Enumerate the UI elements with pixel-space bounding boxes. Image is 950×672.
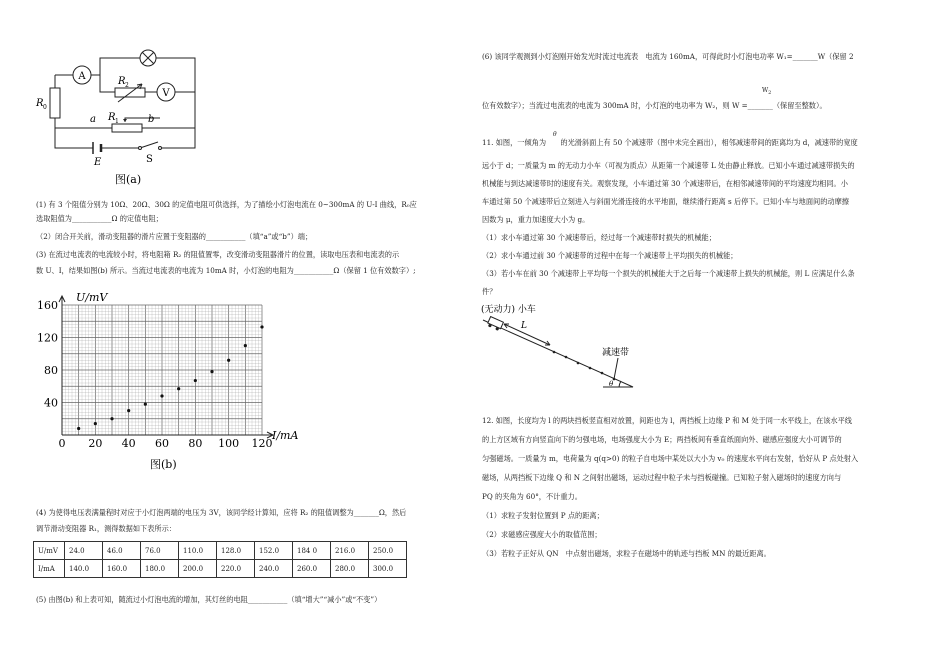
x-tick-label: 120 [251,437,273,450]
table-cell: U/mV [34,542,65,560]
x-axis-label: I/mA [272,429,299,442]
svg-text:L: L [521,321,527,331]
question-10-part-4-cont: 调节滑动变阻器 R₁，测得数据如下表所示： [36,524,176,533]
table-cell: 180.0 [141,560,179,578]
circuit-diagram [30,40,210,190]
svg-text:2: 2 [125,82,129,89]
table-cell: 24.0 [65,542,103,560]
table-row [34,542,407,560]
slope-diagram [478,300,648,395]
question-12-line: 匀强磁场。一质量为 m，电荷量为 q(q>0) 的粒子自电场中某处以大小为 v₀ 的速度水平向右发射，恰好从 P 点处射入 [482,454,859,463]
y-tick-label: 80 [44,364,58,377]
svg-text:V: V [162,88,170,99]
table-cell: 46.0 [103,542,141,560]
question-11-line: 因数为 μ，重力加速度大小为 g。 [482,215,590,224]
question-10-part-2: （2）闭合开关前，滑动变阻器的滑片应置于变阻器的___________（填“a”或“b”）端； [36,232,313,241]
question-11-sub-1: （1）求小车通过第 30 个减速带后，经过每一个减速带时损失的机械能； [482,233,716,242]
x-tick-label: 60 [155,437,169,450]
table-cell: 184 0 [293,542,331,560]
data-point [177,387,180,390]
data-point [77,427,80,430]
x-tick-label: 80 [188,437,203,450]
u-i-chart [32,285,322,475]
power-ratio-fraction-top: $W_2$ [762,87,772,97]
svg-text:b: b [148,114,155,125]
table-cell: I/mA [34,560,65,578]
table-cell: 260.0 [293,560,331,578]
question-10-part-1-cont: 选取阻值为___________Ω 的定值电阻； [36,214,163,223]
question-11-stem: 11. 如图，一倾角为 的光滑斜面上有 50 个减速带（图中未完全画出），相邻减速带间的距离均为 d，减速带的宽度 [482,138,858,147]
question-10-part-6: (6) 该同学观测到小灯泡刚开始发光时流过电流表 电流为 160mA，可得此时小灯泡电功率 W₁=_______W（保留 2 [482,52,854,61]
table-cell: 140.0 [65,560,103,578]
table-cell: 220.0 [217,560,255,578]
question-10-part-6-cont: 位有效数字）；当流过电流表的电流为 300mA 时，小灯泡的电功率为 W₂，则 W =_______（保留至整数）。 [482,101,827,110]
svg-text:R: R [118,76,126,87]
table-row [34,560,407,578]
svg-text:E: E [94,157,102,168]
data-point [194,379,197,382]
data-point [244,344,247,347]
question-12-line: 磁场，从两挡板下边缘 Q 和 N 之间射出磁场，运动过程中粒子未与挡板碰撞。已知粒子射入磁场时的速度方向与 [482,473,842,482]
question-12-sub-2: （2）求磁感应强度大小的取值范围； [482,530,602,539]
x-tick-label: 40 [121,437,136,450]
svg-text:1: 1 [115,118,119,125]
question-12-line: PQ 的夹角为 60°，不计重力。 [482,492,582,501]
data-point [210,370,213,373]
data-point [94,422,97,425]
svg-text:θ: θ [609,380,614,388]
table-cell: 76.0 [141,542,179,560]
x-tick-label: 0 [58,437,66,450]
table-cell: 216.0 [331,542,369,560]
svg-text:减速带: 减速带 [602,348,630,358]
data-point [144,403,147,406]
data-point [110,417,113,420]
question-11-line: 机械能与到达减速带时的速度有关。观察发现，小车通过第 30 个减速带后，在相邻减速带间的平均速度均相同。小 [482,179,848,188]
question-12-sub-1: （1）求粒子发射位置到 P 点的距离； [482,511,604,520]
data-point [160,394,163,397]
table-cell: 240.0 [255,560,293,578]
table-cell: 200.0 [179,560,217,578]
y-axis-label: U/mV [76,291,108,304]
y-tick-label: 120 [37,331,58,345]
table-cell: 280.0 [331,560,369,578]
svg-text:a: a [90,114,96,125]
question-12-stem: 12. 如图，长度均为 l 的两块挡板竖直相对放置，间距也为 l，两挡板上边缘 P 和 M 处于同一水平线上，在该水平线 [482,416,852,425]
svg-text:0: 0 [43,104,47,111]
question-11-line: 远小于 d；一质量为 m 的无动力小车（可视为质点）从距第一个减速带 L 处由静止释放。已知小车通过减速带损失的 [482,161,855,170]
question-11-sub-3-cont: 件？ [482,287,497,296]
table-cell: 300.0 [369,560,407,578]
data-point [260,325,263,328]
svg-text:(无动力) 小车: (无动力) 小车 [481,305,536,315]
chart-caption: 图(b) [150,458,177,471]
question-10-part-3-cont: 数 U、I，结果如图(b) 所示。当流过电流表的电流为 10mA 时，小灯泡的电阻为___________Ω（保留 1 位有效数字）; [36,266,416,275]
data-point [127,409,130,412]
x-tick-label: 100 [218,437,240,450]
svg-text:图(a): 图(a) [115,173,142,186]
question-10-part-4: (4) 为使得电压表满量程时对应于小灯泡两端的电压为 3V，该同学经计算知，应将 R₂ 的阻值调整为_______Ω，然后 [36,508,407,517]
x-tick-label: 20 [88,437,103,450]
question-11-sub-2: （2）求小车通过前 30 个减速带的过程中在每一个减速带上平均损失的机械能； [482,251,738,260]
question-11-line: 车通过第 50 个减速带后立刻进入与斜面光滑连接的水平地面，继续滑行距离 s 后停下。已知小车与地面间的动摩擦 [482,197,849,206]
svg-text:R: R [108,112,116,123]
question-10-part-5: (5) 由图(b) 和上表可知，随流过小灯泡电流的增加，其灯丝的电阻___________（填“增大”“减小”或“不变”） [36,595,382,604]
svg-text:A: A [78,71,86,82]
svg-text:S: S [146,154,153,165]
table-cell: 250.0 [369,542,407,560]
data-table [33,541,407,578]
y-tick-label: 160 [37,299,58,312]
svg-text:R: R [36,98,44,109]
table-cell: 110.0 [179,542,217,560]
table-cell: 160.0 [103,560,141,578]
data-point [227,359,230,362]
table-cell: 152.0 [255,542,293,560]
question-10-part-3: (3) 在流过电流表的电流较小时，将电阻箱 R₂ 的阻值置零，改变滑动变阻器滑片的位置，读取电压表和电流表的示 [36,250,400,259]
question-12-line: 的上方区域有方向竖直向下的匀强电场，电场强度大小为 E；两挡板间有垂直纸面向外、磁感应强度大小可调节的 [482,435,842,444]
table-cell: 128.0 [217,542,255,560]
question-10-part-1: (1) 有 3 个阻值分别为 10Ω、20Ω、30Ω 的定值电阻可供选择，为了描绘小灯泡电流在 0~300mA 的 U-I 曲线，R₀应 [36,200,417,209]
y-tick-label: 40 [44,396,58,410]
question-12-sub-3: （3）若粒子正好从 QN 中点射出磁场，求粒子在磁场中的轨迹与挡板 MN 的最近距离。 [482,549,771,558]
theta-symbol: θ [553,131,557,138]
question-11-sub-3: （3）若小车在前 30 个减速带上平均每一个损失的机械能大于之后每一个减速带上损失的机械能，则 L 应满足什么条 [482,269,855,278]
